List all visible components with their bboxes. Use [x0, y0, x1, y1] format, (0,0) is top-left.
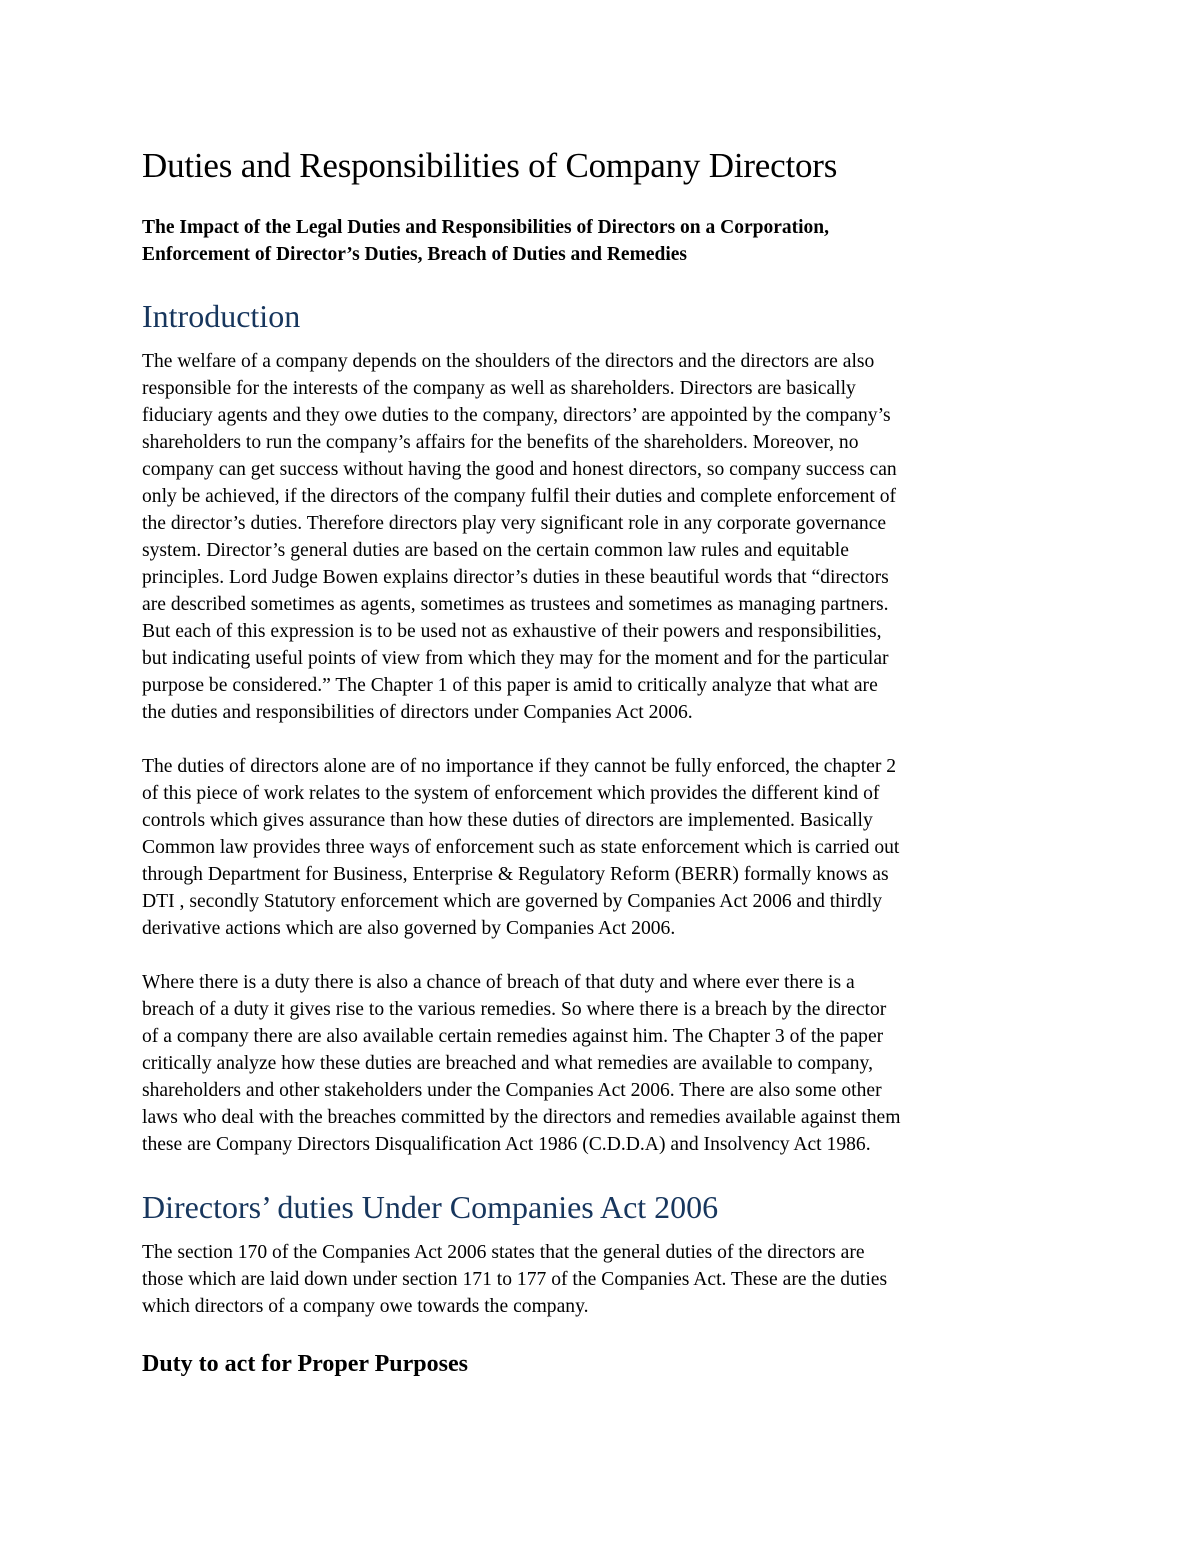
text-line: derivative actions which are also governed by Companies Act 2006. [142, 918, 676, 939]
subtitle-line: The Impact of the Legal Duties and Responsibilities of Directors on a Corporation, [142, 217, 830, 238]
text-line: are described sometimes as agents, sometimes as trustees and sometimes as managing partners. [142, 594, 889, 615]
text-line: The welfare of a company depends on the shoulders of the directors and the directors are also [142, 351, 875, 372]
text-line: responsible for the interests of the company as well as shareholders. Directors are basically [142, 378, 856, 399]
text-line: The duties of directors alone are of no importance if they cannot be fully enforced, the chapter 2 [142, 756, 897, 777]
directors-duties-paragraph-1 [142, 1239, 1060, 1320]
text-line: the duties and responsibilities of directors under Companies Act 2006. [142, 702, 693, 723]
text-line: shareholders and other stakeholders under the Companies Act 2006. There are also some other [142, 1080, 882, 1101]
text-line: controls which gives assurance than how these duties of directors are implemented. Basically [142, 810, 873, 831]
introduction-heading: Introduction [142, 298, 301, 334]
directors-duties-heading: Directors’ duties Under Companies Act 2006 [142, 1189, 719, 1225]
document-title: Duties and Responsibilities of Company Directors [142, 146, 838, 185]
text-line: Where there is a duty there is also a chance of breach of that duty and where ever there is a [142, 972, 855, 993]
proper-purposes-subheading: Duty to act for Proper Purposes [142, 1351, 468, 1377]
text-line: principles. Lord Judge Bowen explains director’s duties in these beautiful words that “directors [142, 567, 889, 588]
text-line: fiduciary agents and they owe duties to the company, directors’ are appointed by the company’s [142, 405, 891, 426]
text-line: The section 170 of the Companies Act 2006 states that the general duties of the directors are [142, 1242, 865, 1263]
text-line: laws who deal with the breaches committed by the directors and remedies available against them [142, 1107, 901, 1128]
text-line: shareholders to run the company’s affairs for the benefits of the shareholders. Moreover, no [142, 432, 859, 453]
document-subtitle [142, 214, 1060, 268]
introduction-paragraph-2 [142, 753, 1060, 942]
text-line: company can get success without having the good and honest directors, so company success can [142, 459, 897, 480]
text-line: purpose be considered.” The Chapter 1 of this paper is amid to critically analyze that what are [142, 675, 878, 696]
text-line: DTI , secondly Statutory enforcement which are governed by Companies Act 2006 and thirdly [142, 891, 883, 912]
text-line: of this piece of work relates to the system of enforcement which provides the different kind of [142, 783, 880, 804]
text-line: only be achieved, if the directors of the company fulfil their duties and complete enforcement of [142, 486, 897, 507]
text-line: but indicating useful points of view from which they may for the moment and for the particular [142, 648, 889, 669]
text-line: these are Company Directors Disqualification Act 1986 (C.D.D.A) and Insolvency Act 1986. [142, 1134, 871, 1155]
introduction-paragraph-3 [142, 969, 1060, 1158]
text-line: But each of this expression is to be used not as exhaustive of their powers and responsibilities, [142, 621, 882, 642]
introduction-paragraph-1 [142, 348, 1060, 726]
text-line: critically analyze how these duties are breached and what remedies are available to company, [142, 1053, 873, 1074]
text-line: the director’s duties. Therefore directors play very significant role in any corporate governance [142, 513, 887, 534]
text-line: which directors of a company owe towards the company. [142, 1296, 589, 1317]
text-line: breach of a duty it gives rise to the various remedies. So where there is a breach by the director [142, 999, 887, 1020]
text-line: system. Director’s general duties are based on the certain common law rules and equitable [142, 540, 849, 561]
text-line: of a company there are also available certain remedies against him. The Chapter 3 of the paper [142, 1026, 884, 1047]
text-line: those which are laid down under section 171 to 177 of the Companies Act. These are the duties [142, 1269, 888, 1290]
text-line: through Department for Business, Enterprise & Regulatory Reform (BERR) formally knows as [142, 864, 889, 885]
subtitle-line: Enforcement of Director’s Duties, Breach of Duties and Remedies [142, 244, 687, 265]
text-line: Common law provides three ways of enforcement such as state enforcement which is carried out [142, 837, 900, 858]
document-content [142, 140, 1060, 1381]
